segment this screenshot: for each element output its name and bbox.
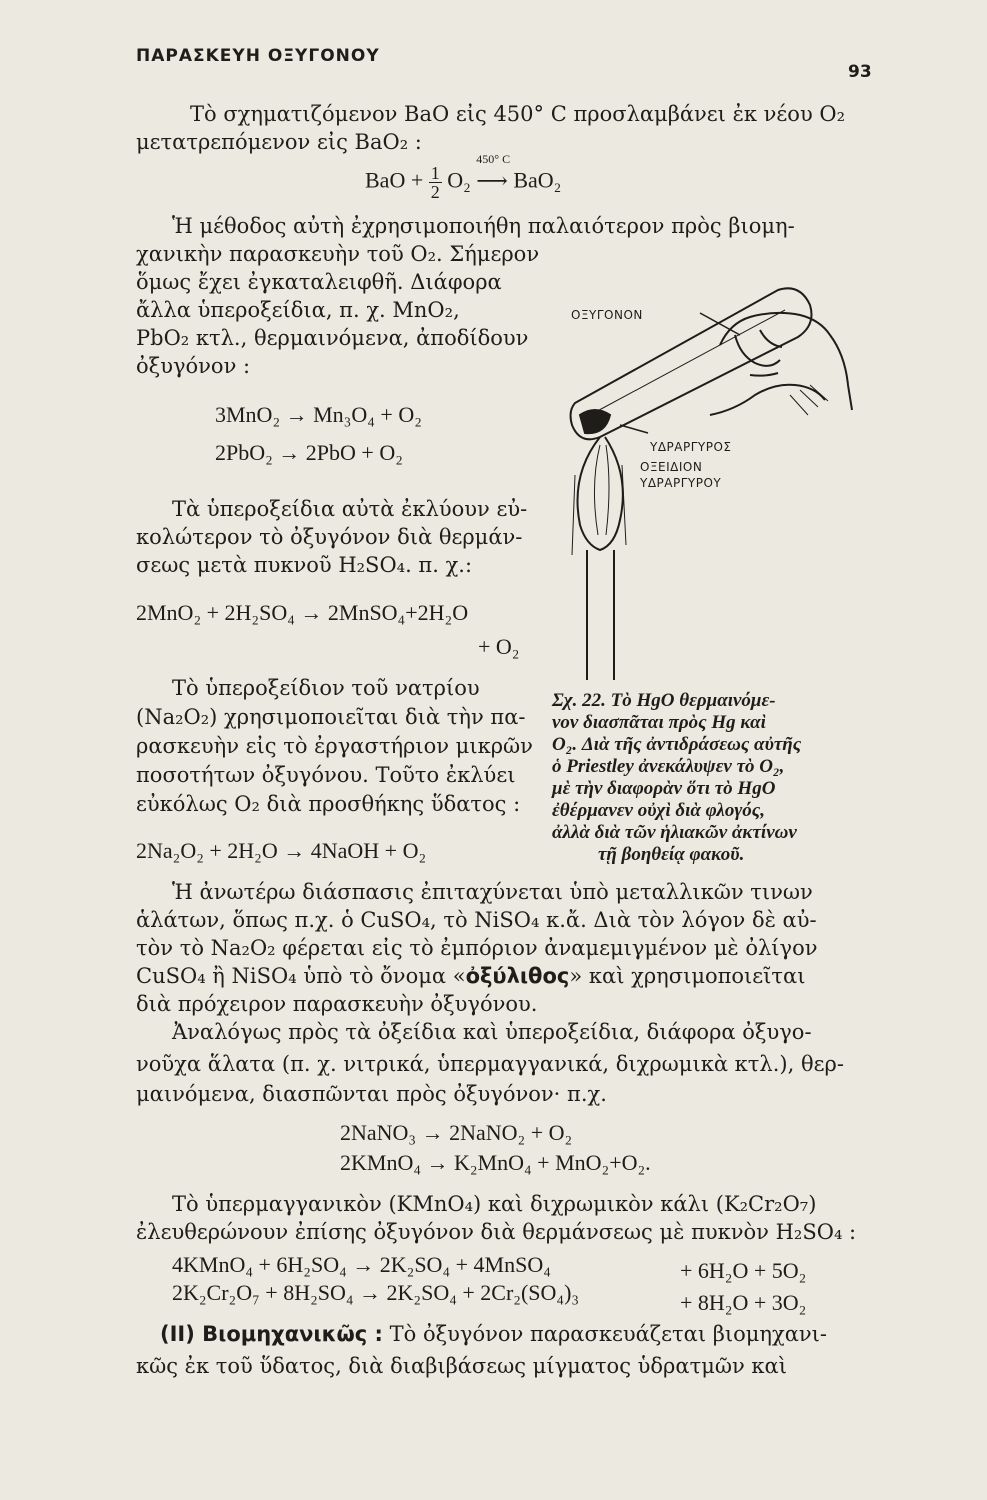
flame-inner <box>594 445 600 535</box>
para2-line2: χανικὴν παρασκευὴν τοῦ O₂. Σήμερον <box>136 242 540 266</box>
mercury-pointer <box>620 425 648 433</box>
mercury-oxide-blob <box>580 410 610 433</box>
equation-mno2-h2so4-line2: + O₂ <box>478 634 520 659</box>
para5-line2: ἁλάτων, ὅπως π.χ. ὁ CuSO₄, τὸ NiSO₄ κ.ἄ. Διὰ τὸν λόγον δὲ αὐ- <box>136 908 817 932</box>
para8-line2: κῶς ἐκ τοῦ ὕδατος, διὰ διαβιβάσεως μίγματος ὑδρατμῶν καὶ <box>136 1354 787 1378</box>
figure-caption-line8: τῇ βοηθείᾳ φακοῦ. <box>598 844 745 865</box>
para8-line1 <box>160 1320 827 1348</box>
eq-bao-right: BaO₂ <box>513 167 562 193</box>
industrial-heading: (II) Βιομηχανικῶς : <box>160 1322 383 1346</box>
hand-outline <box>720 313 852 410</box>
hand-hatching <box>790 385 828 415</box>
para6-line2: νοῦχα ἅλατα (π. χ. νιτρικά, ὑπερμαγγανικά, διχρωμικὰ κτλ.), θερ- <box>136 1052 844 1076</box>
oxygen-pointer <box>700 313 740 335</box>
hgo-tube-illustration <box>560 265 860 685</box>
para2-line6: ὀξυγόνον : <box>136 354 251 378</box>
para5-line5: διὰ πρόχειρον παρασκευὴν ὀξυγόνου. <box>136 992 538 1016</box>
para1-line2: μετατρεπόμενον εἰς BaO₂ : <box>136 130 422 154</box>
equation-kmno4-h2so4-left: 4KMnO₄ + 6H₂SO₄ → 2K₂SO₄ + 4MnSO₄ <box>172 1252 551 1277</box>
para4-line3: ρασκευὴν εἰς τὸ ἐργαστήριον μικρῶν <box>136 734 533 758</box>
figure-caption-line7: ἀλλὰ διὰ τῶν ἡλιακῶν ἀκτίνων <box>552 822 797 843</box>
para2-line4: ἄλλα ὑπεροξείδια, π. χ. MnO₂, <box>136 298 460 322</box>
para5-line4 <box>136 962 805 990</box>
figure-caption-line3: O₂. Διὰ τῆς ἀντιδράσεως αὐτῆς <box>552 734 802 755</box>
para8-line1-rest: Τὸ ὀξυγόνον παρασκευάζεται βιομηχανι- <box>382 1322 827 1346</box>
para7-line2: ἐλευθερώνουν ἐπίσης ὀξυγόνον διὰ θερμάνσεως μὲ πυκνὸν H₂SO₄ : <box>136 1220 857 1244</box>
flame-inner-2 <box>606 445 609 535</box>
figure-caption-line5: μὲ τὴν διαφορὰν ὅτι τὸ HgO <box>552 778 776 799</box>
equation-pbo2: 2PbO₂ → 2PbO + O₂ <box>215 440 403 465</box>
para2-line3: ὅμως ἔχει ἐγκαταλειφθῆ. Διάφορα <box>136 270 502 294</box>
para2-line5: PbO₂ κτλ., θερμαινόμενα, ἀποδίδουν <box>136 326 529 350</box>
eq-bao-den: 2 <box>430 182 440 202</box>
equation-mno2-h2so4-line1: 2MnO₂ + 2H₂SO₄ → 2MnSO₄+2H₂O <box>136 600 469 625</box>
equation-k2cr2o7-left: 2K₂Cr₂O₇ + 8H₂SO₄ → 2K₂SO₄ + 2Cr₂(SO₄)₃ <box>172 1280 580 1305</box>
para5-line1: Ἡ ἀνωτέρω διάσπασις ἐπιταχύνεται ὑπὸ μεταλλικῶν τινων <box>172 880 813 904</box>
label-oxide-1: ΟΞΕΙΔΙΟΝ <box>640 460 703 474</box>
finger-2 <box>750 373 778 376</box>
label-oxide-2: ΥΔΡΑΡΓΥΡΟΥ <box>640 476 722 490</box>
burner-tube <box>587 550 614 680</box>
figure-caption-line6: ἐθέρμανεν οὐχὶ διὰ φλογός, <box>552 800 765 821</box>
eq-bao-arrow: 450° C ⟶ <box>476 151 511 193</box>
eq-bao-fraction <box>429 164 442 201</box>
figure-caption-line2: νον διασπᾶται πρὸς Hg καὶ <box>552 712 766 733</box>
para4-line1: Τὸ ὑπεροξείδιον τοῦ νατρίου <box>172 676 480 700</box>
eq-bao-num: 1 <box>430 163 440 183</box>
para5-line4-b: » καὶ χρησιμοποιεῖται <box>569 964 806 988</box>
eq-bao-mid: O₂ <box>447 167 471 193</box>
para6-line3: μαινόμενα, διασπῶνται πρὸς ὀξυγόνον· π.χ. <box>136 1082 607 1106</box>
figure-caption-line4: ὁ Priestley ἀνεκάλυψεν τὸ O₂, <box>552 756 785 777</box>
eq-bao-left: BaO + <box>365 167 424 193</box>
para3-line1: Τὰ ὑπεροξείδια αὐτὰ ἐκλύουν εὐ- <box>172 497 528 521</box>
equation-kmno4: 2KMnO₄ → K₂MnO₄ + MnO₂+O₂. <box>340 1150 651 1175</box>
para5-line3: τὸν τὸ Na₂O₂ φέρεται εἰς τὸ ἐμπόριον ἀναμεμιγμένον μὲ ὀλίγον <box>136 936 818 960</box>
running-header: ΠΑΡΑΣΚΕΥΗ ΟΞΥΓΟΝΟΥ <box>136 46 380 66</box>
eq-bao-condition: 450° C <box>476 151 511 166</box>
para3-line2: κολώτερον τὸ ὀξυγόνον διὰ θερμάν- <box>136 525 523 549</box>
para1-line1: Τὸ σχηματιζόμενον BaO εἰς 450° C προσλαμβάνει ἐκ νέου O₂ <box>190 102 846 126</box>
equation-bao <box>365 151 562 202</box>
para4-line4: ποσοτήτων ὀξυγόνου. Τοῦτο ἐκλύει <box>136 763 516 787</box>
label-oxygen: ΟΞΥΓΟΝΟΝ <box>571 308 643 322</box>
equation-k2cr2o7-right: + 8H₂O + 3O₂ <box>680 1290 807 1315</box>
para5-line4-a: CuSO₄ ἢ NiSO₄ ὑπὸ τὸ ὄνομα « <box>136 964 466 988</box>
flame <box>578 437 623 550</box>
para4-line5: εὐκόλως O₂ διὰ προσθήκης ὕδατος : <box>136 792 521 816</box>
page-number: 93 <box>848 62 872 82</box>
figure-caption-line1: Σχ. 22. Τὸ HgO θερμαινόμε- <box>552 690 776 711</box>
equation-kmno4-h2so4-right: + 6H₂O + 5O₂ <box>680 1258 807 1283</box>
para7-line1: Τὸ ὑπερμαγγανικὸν (KMnO₄) καὶ διχρωμικὸν κάλι (K₂Cr₂O₇) <box>172 1192 817 1216</box>
oxylithos-term: ὀξύλιθος <box>465 964 570 988</box>
equation-na2o2: 2Na₂O₂ + 2H₂O → 4NaOH + O₂ <box>136 838 427 863</box>
para4-line2: (Na₂O₂) χρησιμοποιεῖται διὰ τὴν πα- <box>136 705 526 729</box>
thumb-nail <box>760 330 782 347</box>
para6-line1: Ἀναλόγως πρὸς τὰ ὀξείδια καὶ ὑπεροξείδια, διάφορα ὀξυγο- <box>172 1020 812 1044</box>
equation-nano3: 2NaNO₃ → 2NaNO₂ + O₂ <box>340 1120 573 1145</box>
para3-line3: σεως μετὰ πυκνοῦ H₂SO₄. π. χ.: <box>136 553 473 577</box>
equation-mno2: 3MnO₂ → Mn₃O₄ + O₂ <box>215 402 422 427</box>
label-mercury: ΥΔΡΑΡΓΥΡΟΣ <box>650 440 732 454</box>
finger-1 <box>710 385 825 415</box>
para2-line1: Ἡ μέθοδος αὐτὴ ἐχρησιμοποιήθη παλαιότερον πρὸς βιομη- <box>172 214 795 238</box>
